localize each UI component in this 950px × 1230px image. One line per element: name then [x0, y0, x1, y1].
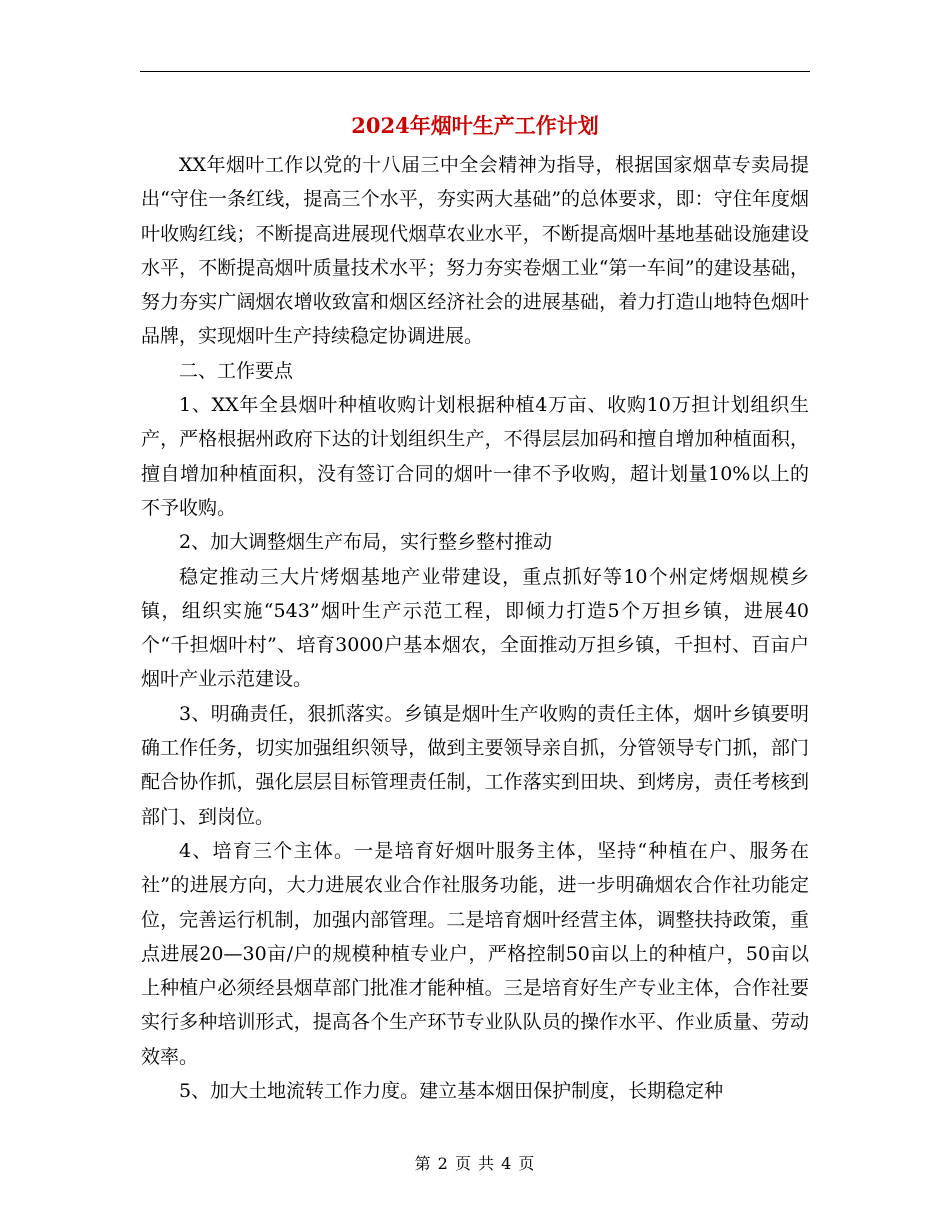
paragraph-item-3: 3、明确责任，狠抓落实。乡镇是烟叶生产收购的责任主体，烟叶乡镇要明确工作任务，切实加强组织领导，做到主要领导亲自抓，分管领导专门抓，部门配合协作抓，强化层层目标管理责任制，工作落实到田块、到烤房，责任考核到部门、到岗位。: [141, 702, 809, 828]
header-rule: [140, 71, 810, 72]
document-body: [141, 148, 809, 1108]
paragraph-item-1: 1、XX年全县烟叶种植收购计划根据种植4万亩、收购10万担计划组织生产，严格根据州政府下达的计划组织生产，不得层层加码和擅自增加种植面积，擅自增加种植面积，没有签订合同的烟叶一律不予收购，超计划量10%以上的不予收购。: [141, 394, 809, 519]
document-title: 2024年烟叶生产工作计划: [351, 113, 599, 138]
paragraph-item-5: 5、加大土地流转工作力度。建立基本烟田保护制度，长期稳定种: [179, 1080, 724, 1103]
paragraph-item-4: 4、培育三个主体。一是培育好烟叶服务主体，坚持“种植在户、服务在社”的进展方向，大力进展农业合作社服务功能，进一步明确烟农合作社功能定位，完善运行机制，加强内部管理。二是培育烟叶经营主体，调整扶持政策，重点进展20—30亩/户的规模种植专业户，严格控制50亩以上的种植户，50亩以上种植户必须经县烟草部门批准才能种植。三是培育好生产专业主体，合作社要实行多种培训形式，提高各个生产环节专业队队员的操作水平、作业质量、劳动效率。: [141, 839, 809, 1068]
paragraph-item-2-heading: 2、加大调整烟生产布局，实行整乡整村推动: [179, 531, 553, 554]
section-heading-work-points: 二、工作要点: [179, 359, 294, 382]
paragraph-intro: XX年烟叶工作以党的十八届三中全会精神为指导，根据国家烟草专卖局提出“守住一条红线，提高三个水平，夯实两大基础”的总体要求，即：守住年度烟叶收购红线；不断提高进展现代烟草农业水平，不断提高烟叶基地基础设施建设水平，不断提高烟叶质量技术水平；努力夯实卷烟工业“第一车间”的建设基础，努力夯实广阔烟农增收致富和烟区经济社会的进展基础，着力打造山地特色烟叶品牌，实现烟叶生产持续稳定协调进展。: [141, 154, 809, 348]
page-number-footer: 第 2 页 共 4 页: [414, 1154, 536, 1173]
paragraph-item-2-body: 稳定推动三大片烤烟基地产业带建设，重点抓好等10个州定烤烟规模乡镇，组织实施“543”烟叶生产示范工程，即倾力打造5个万担乡镇，进展40个“千担烟叶村”、培育3000户基本烟农，全面推动万担乡镇，千担村、百亩户烟叶产业示范建设。: [141, 565, 809, 691]
